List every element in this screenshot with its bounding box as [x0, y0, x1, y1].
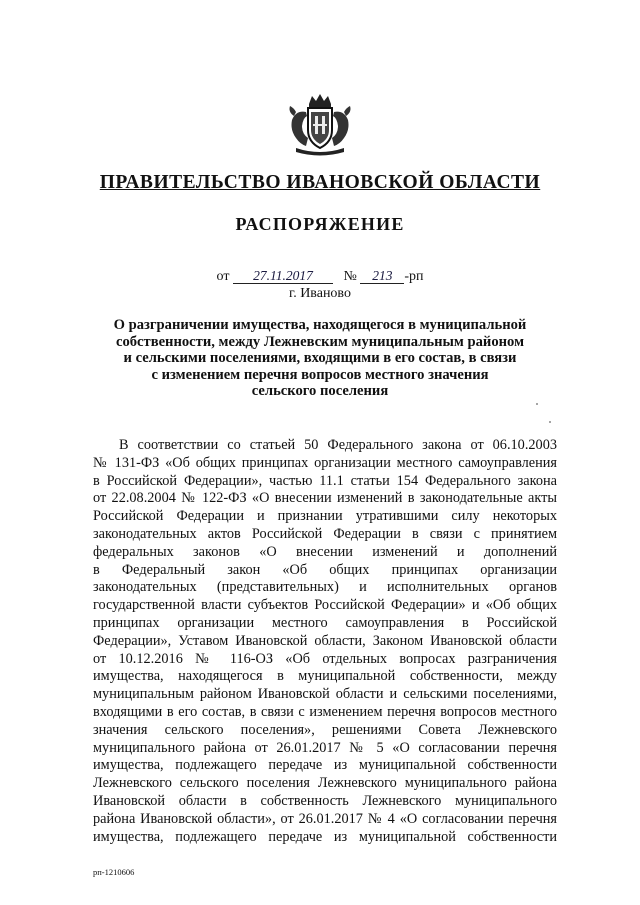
body-line: от 10.12.2016 № 116-ОЗ «Об отдельных вопросах разграничения [93, 650, 557, 667]
body-line: федеральных законов «О внесении изменений и дополнений [93, 543, 557, 560]
body-line: в Российской Федерации», частью 11.1 статьи 154 Федерального закона [93, 472, 557, 489]
handwritten-date: 27.11.2017 [233, 268, 333, 284]
body-line: района Ивановской области», от 26.01.2017 № 4 «О согласовании перечня [93, 810, 557, 827]
title-line: О разграничении имущества, находящегося в муниципальной [113, 317, 527, 333]
document-type: РАСПОРЯЖЕНИЕ [235, 214, 405, 234]
body-line: № 131-ФЗ «Об общих принципах организации местного самоуправления [93, 454, 557, 471]
body-line: в Федеральный закон «Об общих принципах организации [93, 561, 557, 578]
coat-of-arms-icon [282, 92, 358, 156]
body-line: законодательных (представительных) и исполнительных органов [93, 579, 557, 596]
scan-speck [549, 421, 551, 423]
footer-code: рп-1210606 [93, 867, 135, 877]
city: г. Иваново [289, 286, 351, 301]
title-line: сельского поселения [251, 383, 389, 400]
registration-line [0, 268, 640, 285]
document-body [93, 437, 557, 846]
body-line: от 22.08.2004 № 122-ФЗ «О внесении изменений в законодательные акты [93, 490, 557, 507]
body-line: принципах организации местного самоуправления в Российской [93, 614, 557, 631]
body-line: Федерации», Уставом Ивановской области, Законом Ивановской области [93, 632, 557, 649]
organization-title: ПРАВИТЕЛЬСТВО ИВАНОВСКОЙ ОБЛАСТИ [99, 172, 541, 193]
body-line: Лежневского сельского поселения Лежневского муниципального района [93, 775, 557, 792]
body-line: муниципального района от 26.01.2017 № 5 «О согласовании перечня [93, 739, 557, 756]
body-line: Российской Федерации и признании утратившими силу некоторых [93, 508, 557, 525]
body-line: муниципальным районом Ивановской области и сельскими поселениями, [93, 686, 557, 703]
scan-speck [536, 403, 538, 405]
title-line: и сельскими поселениями, входящими в его состав, в связи [123, 350, 517, 367]
document-title [80, 317, 560, 400]
body-line: В соответствии со статьей 50 Федерального закона от 06.10.2003 [119, 437, 557, 453]
body-line: входящими в его состав, в связи с изменением перечня вопросов местного [93, 703, 557, 720]
handwritten-number: 213 [360, 268, 404, 284]
body-line: Ивановской области в собственность Лежневского муниципального [93, 792, 557, 809]
date-prefix: от [216, 269, 230, 284]
title-line: с изменением перечня вопросов местного значения [151, 366, 489, 383]
body-line: имущества, подлежащего передаче из муниципальной собственности [93, 828, 557, 845]
title-line: собственности, между Лежневским муниципальным районом [115, 333, 525, 350]
body-line: значения сельского поселения», решениями Совета Лежневского [93, 721, 557, 738]
body-line: законодательных актов Российской Федерации в связи с принятием [93, 525, 557, 542]
number-prefix: № [343, 269, 357, 284]
body-line: имущества, подлежащего передаче из муниципальной собственности [93, 757, 557, 774]
body-line: имущества, находящегося в муниципальной собственности, между [93, 668, 557, 685]
number-suffix: -рп [404, 269, 424, 284]
body-line: государственной власти субъектов Российской Федерации» и «Об общих [93, 597, 557, 614]
